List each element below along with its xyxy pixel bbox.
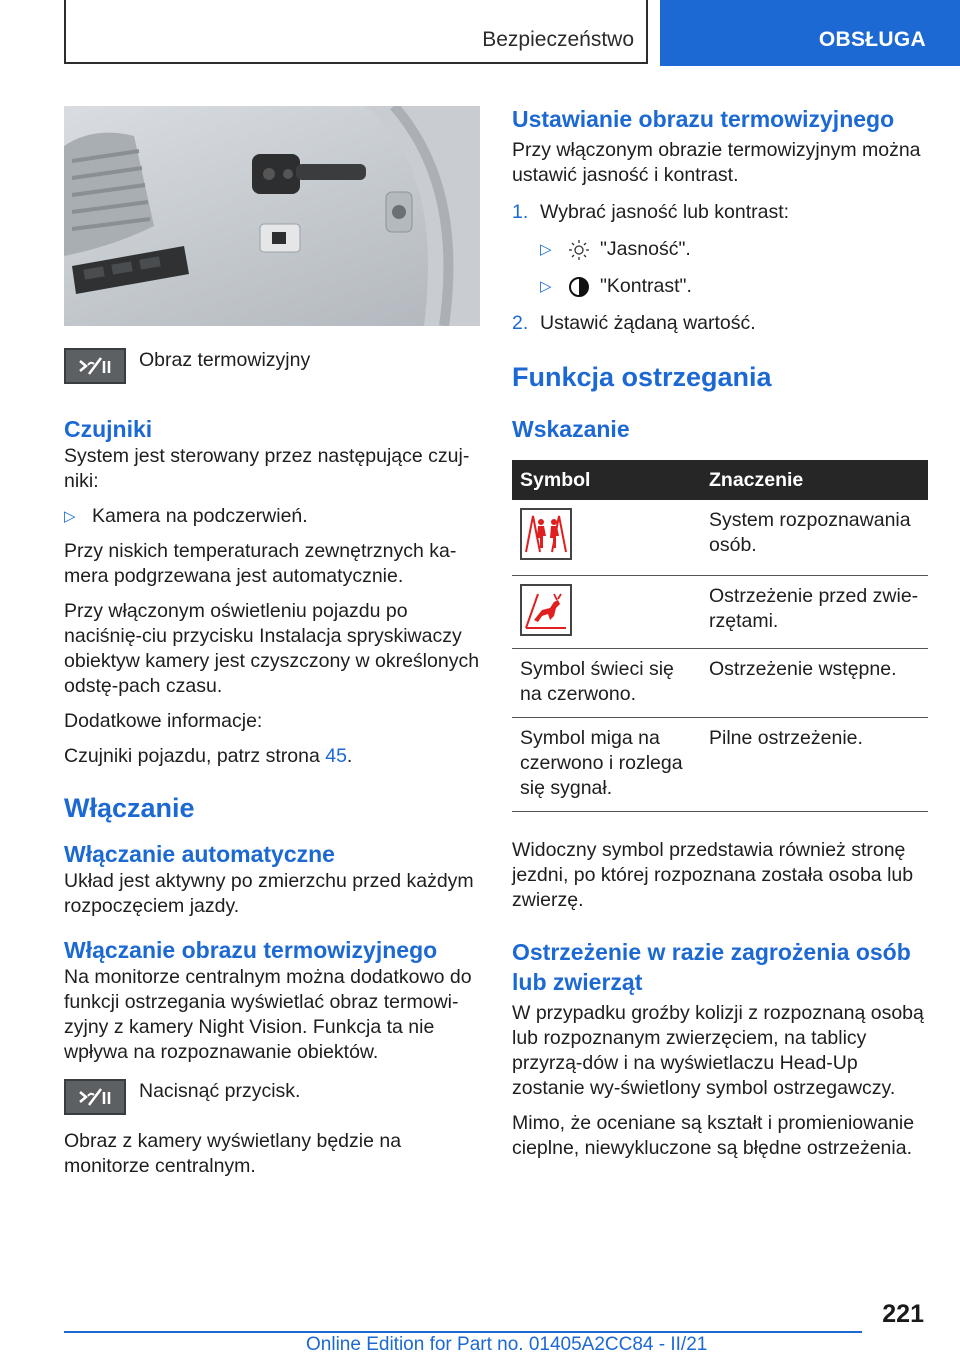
setting-heading: Ustawianie obrazu termowizyjnego: [512, 106, 895, 132]
symbol-table: [512, 460, 928, 812]
switch-heading: Włączanie: [64, 793, 195, 823]
sensors-bullet-text: Kamera na podczerwień.: [92, 505, 308, 527]
step-1-number: 1.: [512, 201, 529, 223]
table-header-row: [512, 460, 928, 500]
step-2: [512, 311, 928, 336]
table-cell-symbol: Symbol miga na czerwono i rozlega się sygnał.: [512, 718, 701, 812]
result-text: Obraz z kamery wyświetlany będzie na monitorze centralnym.: [64, 1130, 402, 1177]
see-page-line: [64, 744, 480, 769]
table-cell-symbol: [512, 500, 701, 576]
table-row: [512, 576, 928, 649]
press-button-row: [64, 1075, 480, 1115]
night-vision-icon[interactable]: [64, 348, 126, 384]
table-row: [512, 649, 928, 718]
footer-divider: [64, 1331, 862, 1333]
thermal-text: Na monitorze centralnym można dodatkowo do funkcji ostrzegania wyświetlać obraz termowi-zyjny z kamery Night Vision. Funkcja ta nie wpływa na rozpoznawanie obiektów.: [64, 966, 472, 1063]
table-cell-meaning: Ostrzeżenie wstępne.: [701, 649, 928, 718]
danger-heading: Ostrzeżenie w razie zagrożenia osób lub zwierząt: [512, 939, 911, 995]
right-column: [512, 104, 928, 1171]
auto-text: Układ jest aktywny po zmierzchu przed każdym rozpoczęciem jazdy.: [64, 870, 474, 917]
press-button-text: Nacisnąć przycisk.: [139, 1080, 301, 1102]
auto-heading: Włączanie automatyczne: [64, 841, 335, 867]
header-chapter-title: OBSŁUGA: [818, 28, 926, 51]
contrast-icon: [568, 275, 600, 299]
step-2-text: Ustawić żądaną wartość.: [540, 312, 756, 334]
step-1: [512, 200, 928, 225]
sensors-bullet: [64, 504, 480, 529]
header-chapter-tab[interactable]: [660, 0, 960, 66]
page-link[interactable]: 45: [325, 745, 347, 767]
option-contrast-text: "Kontrast".: [600, 275, 692, 297]
night-vision-caption-row: [64, 344, 480, 384]
table-cell-symbol: [512, 576, 701, 649]
step-1-text: Wybrać jasność lub kontrast:: [540, 201, 790, 223]
bullet-triangle-icon: ▷: [64, 508, 76, 525]
sensors-intro: System jest sterowany przez następujące czuj-niki:: [64, 445, 470, 492]
dashboard-illustration: [64, 106, 480, 326]
bullet-triangle-icon: ▷: [540, 241, 552, 258]
deer-warning-icon: [520, 584, 572, 636]
page-number: 221: [882, 1300, 924, 1328]
sensors-paragraph-1: Przy niskich temperaturach zewnętrznych ka-mera podgrzewana jest automatycznie.: [64, 540, 457, 587]
sun-icon: [568, 238, 600, 262]
option-brightness-text: "Jasność".: [600, 238, 691, 260]
table-note: Widoczny symbol przedstawia również stronę jezdni, po której rozpoznana została osoba lub zwierzę.: [512, 839, 914, 911]
left-column: [64, 106, 480, 1189]
footer-edition: Online Edition for Part no. 01405A2CC84 - II/21: [306, 1334, 708, 1355]
bullet-triangle-icon: ▷: [540, 278, 552, 295]
table-row: [512, 500, 928, 576]
thermal-heading: Włączanie obrazu termowizyjnego: [64, 937, 438, 963]
pedestrian-warning-icon: [520, 508, 572, 560]
table-header-symbol: Symbol: [512, 460, 701, 500]
indication-heading: Wskazanie: [512, 416, 630, 442]
header-section-box: [64, 0, 648, 64]
table-cell-symbol: Symbol świeci się na czerwono.: [512, 649, 701, 718]
danger-paragraph-2: Mimo, że oceniane są kształt i promieniowanie cieplne, niewykluczone są błędne ostrzeżenia.: [512, 1112, 915, 1159]
night-vision-icon[interactable]: [64, 1079, 126, 1115]
table-cell-meaning: Pilne ostrzeżenie.: [701, 718, 928, 812]
table-row: [512, 718, 928, 812]
see-page-text: Czujniki pojazdu, patrz strona: [64, 745, 326, 767]
setting-intro: Przy włączonym obrazie termowizyjnym można ustawić jasność i kontrast.: [512, 139, 921, 186]
danger-paragraph-1: W przypadku groźby kolizji z rozpoznaną osobą lub rozpoznanym zwierzęciem, na tablicy przyrzą-dów i na wyświetlaczu Head-Up zostanie wy-świetlony symbol ostrzegawczy.: [512, 1002, 924, 1099]
image-caption: Obraz termowizyjny: [139, 349, 311, 371]
option-contrast: [540, 274, 928, 299]
dashboard-photo: [64, 106, 480, 326]
see-page-end: .: [346, 745, 353, 767]
warning-heading: Funkcja ostrzegania: [512, 362, 772, 392]
table-cell-meaning: Ostrzeżenie przed zwie-rzętami.: [701, 576, 928, 649]
sensors-paragraph-2: Przy włączonym oświetleniu pojazdu po naciśnię-ciu przycisku Instalacja spryskiwaczy obiektyw kamery jest czyszczony w określonych odstę-pach czasu.: [64, 600, 480, 697]
header-section-title: Bezpieczeństwo: [482, 28, 634, 51]
table-cell-meaning: System rozpoznawania osób.: [701, 500, 928, 576]
more-info-label: Dodatkowe informacje:: [64, 710, 263, 732]
sensors-heading: Czujniki: [64, 416, 153, 442]
table-header-meaning: Znaczenie: [701, 460, 928, 500]
option-brightness: [540, 237, 928, 262]
step-2-number: 2.: [512, 312, 529, 334]
